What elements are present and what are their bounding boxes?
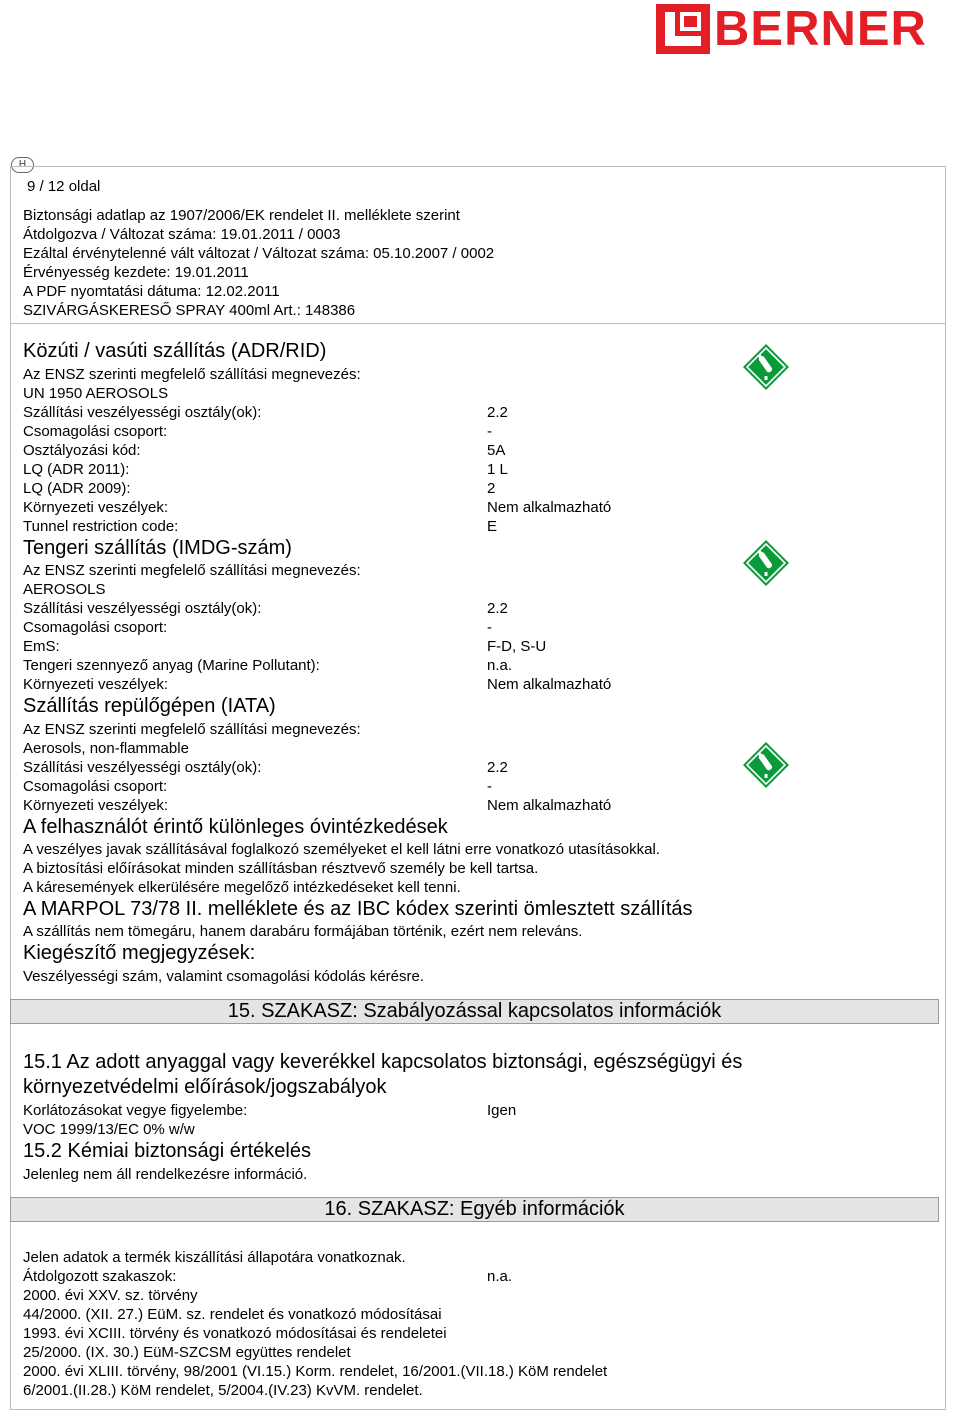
road-row-label: Környezeti veszélyek:: [23, 499, 169, 516]
road-un-name-value: UN 1950 AEROSOLS: [23, 385, 169, 402]
air-row-label: Csomagolási csoport:: [23, 778, 168, 795]
valid-from-line: Érvényesség kezdete: 19.01.2011: [23, 264, 249, 281]
revised-sections-value: n.a.: [487, 1268, 513, 1285]
road-row-value: E: [487, 518, 498, 535]
gas-cylinder-icon: [742, 539, 790, 587]
sea-row-value: Nem alkalmazható: [487, 676, 612, 693]
sea-transport-title: Tengeri szállítás (IMDG-szám): [23, 537, 292, 559]
road-row-label: Csomagolási csoport:: [23, 423, 168, 440]
section-15-2-text: Jelenleg nem áll rendelkezésre információ.: [23, 1166, 308, 1183]
road-row-value: 5A: [487, 442, 506, 459]
pdf-date-line: A PDF nyomtatási dátuma: 12.02.2011: [23, 283, 280, 300]
air-un-name-value: Aerosols, non-flammable: [23, 740, 189, 757]
sea-row-label: EmS:: [23, 638, 60, 655]
sea-row-label: Szállítási veszélyességi osztály(ok):: [23, 600, 262, 617]
sea-un-name-label: Az ENSZ szerinti megfelelő szállítási megnevezés:: [23, 562, 361, 579]
gas-cylinder-icon: [742, 741, 790, 789]
berner-mark-icon: [656, 4, 710, 54]
sea-row-label: Csomagolási csoport:: [23, 619, 168, 636]
marpol-text: A szállítás nem tömegáru, hanem darabáru formájában történik, ezért nem releváns.: [23, 923, 583, 940]
restrictions-label: Korlátozásokat vegye figyelembe:: [23, 1102, 248, 1119]
road-row-value: 2: [487, 480, 496, 497]
section-15-2-title: 15.2 Kémiai biztonsági értékelés: [23, 1140, 311, 1162]
air-row-value: -: [487, 778, 492, 795]
law-line: 2000. évi XXV. sz. törvény: [23, 1287, 198, 1304]
sea-row-value: 2.2: [487, 600, 508, 617]
gas-cylinder-icon: [742, 343, 790, 391]
revision-line: Átdolgozva / Változat száma: 19.01.2011 / 0003: [23, 226, 341, 243]
road-row-label: LQ (ADR 2009):: [23, 480, 131, 497]
notes-title: Kiegészítő megjegyzések:: [23, 942, 256, 964]
air-row-label: Környezeti veszélyek:: [23, 797, 169, 814]
product-line: SZIVÁRGÁSKERESŐ SPRAY 400ml Art.: 148386: [23, 302, 356, 319]
sea-row-value: F-D, S-U: [487, 638, 547, 655]
sea-row-value: -: [487, 619, 492, 636]
road-row-value: Nem alkalmazható: [487, 499, 612, 516]
section-15-1-title-line2: környezetvédelmi előírások/jogszabályok: [23, 1076, 387, 1098]
law-line: 25/2000. (IX. 30.) EüM-SZCSM együttes rendelet: [23, 1344, 351, 1361]
road-row-value: 2.2: [487, 404, 508, 421]
restrictions-value: Igen: [487, 1102, 517, 1119]
section-15-1-title-line1: 15.1 Az adott anyaggal vagy keverékkel kapcsolatos biztonsági, egészségügyi és: [23, 1051, 743, 1073]
page-number: 9 / 12 oldal: [27, 178, 101, 195]
road-row-label: Osztályozási kód:: [23, 442, 141, 459]
road-row-label: Tunnel restriction code:: [23, 518, 179, 535]
revised-sections-label: Átdolgozott szakaszok:: [23, 1268, 177, 1285]
header-divider: [10, 323, 946, 324]
precautions-line: A veszélyes javak szállításával foglalkozó személyeket el kell látni erre vonatkozó utasításokkal.: [23, 841, 660, 858]
marpol-title: A MARPOL 73/78 II. melléklete és az IBC kódex szerinti ömlesztett szállítás: [23, 898, 693, 920]
berner-wordmark: BERNER: [714, 2, 927, 56]
notes-text: Veszélyességi szám, valamint csomagolási kódolás kérésre.: [23, 968, 425, 985]
road-row-value: -: [487, 423, 492, 440]
road-row-value: 1 L: [487, 461, 508, 478]
law-line: 6/2001.(II.28.) KöM rendelet, 5/2004.(IV.23) KvVM. rendelet.: [23, 1382, 423, 1399]
air-row-value: Nem alkalmazható: [487, 797, 612, 814]
section-16-header: 16. SZAKASZ: Egyéb információk: [10, 1197, 939, 1222]
road-transport-title: Közúti / vasúti szállítás (ADR/RID): [23, 340, 327, 362]
precautions-title: A felhasználót érintő különleges óvintézkedések: [23, 816, 448, 838]
sea-row-value: n.a.: [487, 657, 513, 674]
law-line: 1993. évi XCIII. törvény és vonatkozó módosításai és rendeletei: [23, 1325, 447, 1342]
air-row-value: 2.2: [487, 759, 508, 776]
berner-logo: [656, 4, 960, 54]
superseded-line: Ezáltal érvénytelenné vált változat / Változat száma: 05.10.2007 / 0002: [23, 245, 495, 262]
sea-un-name-value: AEROSOLS: [23, 581, 106, 598]
air-row-label: Szállítási veszélyességi osztály(ok):: [23, 759, 262, 776]
sea-row-label: Tengeri szennyező anyag (Marine Pollutant):: [23, 657, 320, 674]
language-badge: H: [11, 157, 34, 173]
precautions-line: A biztosítási előírásokat minden szállításban résztvevő személy be kell tartsa.: [23, 860, 539, 877]
section-16-intro: Jelen adatok a termék kiszállítási állapotára vonatkoznak.: [23, 1249, 406, 1266]
sea-row-label: Környezeti veszélyek:: [23, 676, 169, 693]
air-un-name-label: Az ENSZ szerinti megfelelő szállítási megnevezés:: [23, 721, 361, 738]
section-15-header: 15. SZAKASZ: Szabályozással kapcsolatos információk: [10, 999, 939, 1024]
law-line: 2000. évi XLIII. törvény, 98/2001 (VI.15.) Korm. rendelet, 16/2001.(VII.18.) KöM rendelet: [23, 1363, 608, 1380]
air-transport-title: Szállítás repülőgépen (IATA): [23, 695, 276, 717]
road-row-label: LQ (ADR 2011):: [23, 461, 130, 478]
voc-line: VOC 1999/13/EC 0% w/w: [23, 1121, 195, 1138]
road-row-label: Szállítási veszélyességi osztály(ok):: [23, 404, 262, 421]
law-line: 44/2000. (XII. 27.) EüM. sz. rendelet és vonatkozó módosításai: [23, 1306, 442, 1323]
regulation-line: Biztonsági adatlap az 1907/2006/EK rendelet II. melléklete szerint: [23, 207, 460, 224]
precautions-line: A káresemények elkerülésére megelőző intézkedéseket kell tenni.: [23, 879, 461, 896]
road-un-name-label: Az ENSZ szerinti megfelelő szállítási megnevezés:: [23, 366, 361, 383]
